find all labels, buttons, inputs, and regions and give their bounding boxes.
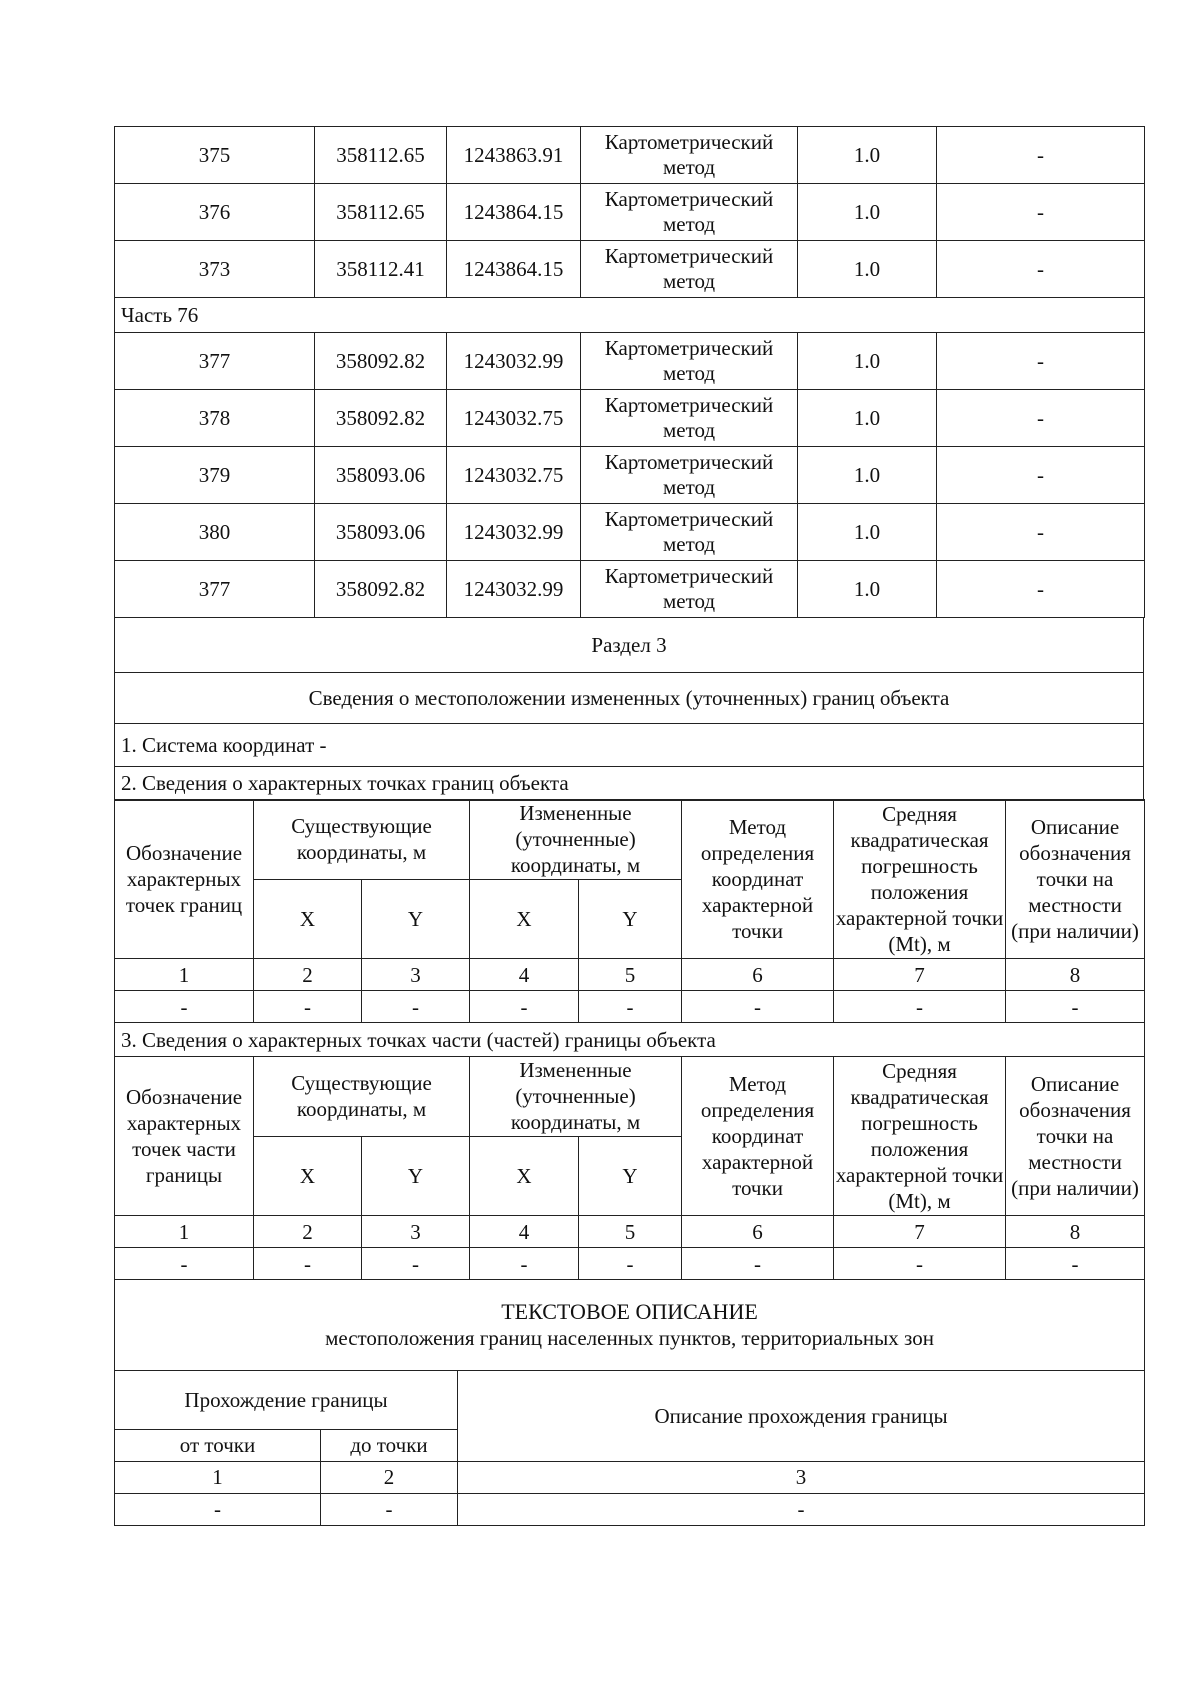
document-page [114,126,1144,1526]
header-y-existing: Y [362,879,470,959]
method: Картометрический метод [581,447,798,504]
section-3-header [114,617,1144,801]
header-designation-part: Обозначение характерных точек части границы [115,1057,254,1216]
header-x-changed: X [470,1136,579,1216]
header-desc: Описание обозначения точки на местности (при наличии) [1006,1057,1145,1216]
desc-header: Описание прохождения границы [458,1370,1145,1461]
description: - [937,127,1145,184]
empty-cell: - [362,991,470,1023]
col-number: 5 [579,959,682,991]
mt-value: 1.0 [798,333,937,390]
point-row [115,504,1145,561]
description: - [937,241,1145,298]
header-desc: Описание обозначения точки на местности (при наличии) [1006,800,1145,959]
coord-y: 1243863.91 [447,127,581,184]
section-subtitle: Сведения о местоположении измененных (уточненных) границ объекта [115,672,1144,723]
text-desc-header [115,1279,1145,1370]
empty-cell: - [1006,991,1145,1023]
col-number: 6 [682,959,834,991]
header-x-existing: X [254,879,362,959]
empty-row [115,1248,1145,1280]
header-existing: Существующие координаты, м [254,1057,470,1137]
col-number: 2 [254,959,362,991]
to-header: до точки [321,1429,458,1461]
method: Картометрический метод [581,390,798,447]
point-row [115,447,1145,504]
empty-cell: - [579,991,682,1023]
pass-header: Прохождение границы [115,1370,458,1429]
coord-y: 1243032.75 [447,447,581,504]
method: Картометрический метод [581,241,798,298]
point-row [115,390,1145,447]
empty-cell: - [834,1248,1006,1280]
mt-value: 1.0 [798,561,937,618]
coord-x: 358112.65 [315,184,447,241]
coord-y: 1243864.15 [447,241,581,298]
description: - [937,390,1145,447]
header-changed: Измененные (уточненные) координаты, м [470,800,682,880]
coord-x: 358092.82 [315,390,447,447]
text-desc-subtitle: местоположения границ населенных пунктов, территориальных зон [325,1325,934,1350]
boundary-points-table [114,799,1145,1280]
coord-y: 1243864.15 [447,184,581,241]
point-id: 373 [115,241,315,298]
col-number: 8 [1006,959,1145,991]
header-changed: Измененные (уточненные) координаты, м [470,1057,682,1137]
header-method: Метод определения координат характерной точки [682,800,834,959]
col-number: 2 [254,1216,362,1248]
header-mt: Средняя квадратическая погрешность положения характерной точки (Mt), м [834,1057,1006,1216]
method: Картометрический метод [581,127,798,184]
coord-x: 358112.65 [315,127,447,184]
coord-x: 358092.82 [315,333,447,390]
coord-x: 358092.82 [315,561,447,618]
empty-cell: - [115,991,254,1023]
col-number: 1 [115,1216,254,1248]
mt-value: 1.0 [798,127,937,184]
empty-row [115,991,1145,1023]
description: - [937,447,1145,504]
text-description-table [114,1279,1145,1526]
mt-value: 1.0 [798,390,937,447]
description: - [937,504,1145,561]
col-number: 1 [115,959,254,991]
method: Картометрический метод [581,333,798,390]
col-number: 7 [834,1216,1006,1248]
empty-cell: - [470,1248,579,1280]
point-row [115,184,1145,241]
col-number: 2 [321,1461,458,1493]
column-numbers-row [115,959,1145,991]
col-number: 4 [470,1216,579,1248]
empty-cell: - [254,1248,362,1280]
col-number: 1 [115,1461,321,1493]
col-number: 5 [579,1216,682,1248]
mt-value: 1.0 [798,184,937,241]
header-x-existing: X [254,1136,362,1216]
point-id: 380 [115,504,315,561]
header-y-existing: Y [362,1136,470,1216]
col-number: 3 [362,1216,470,1248]
point-row [115,241,1145,298]
header-y-changed: Y [579,1136,682,1216]
header-existing: Существующие координаты, м [254,800,470,880]
empty-cell: - [362,1248,470,1280]
col-number: 3 [362,959,470,991]
coord-x: 358093.06 [315,447,447,504]
part-row [115,298,1145,333]
mt-value: 1.0 [798,447,937,504]
coord-x: 358112.41 [315,241,447,298]
sub3-title: 3. Сведения о характерных точках части (частей) границы объекта [115,1023,1145,1057]
header-designation: Обозначение характерных точек границ [115,800,254,959]
header-method: Метод определения координат характерной точки [682,1057,834,1216]
point-id: 377 [115,561,315,618]
col-number: 8 [1006,1216,1145,1248]
coordinates-table [114,126,1145,618]
header-x-changed: X [470,879,579,959]
col-number: 3 [458,1461,1145,1493]
mt-value: 1.0 [798,241,937,298]
part-label: Часть 76 [115,298,1145,333]
description: - [937,184,1145,241]
method: Картометрический метод [581,504,798,561]
empty-cell: - [1006,1248,1145,1280]
column-numbers-row [115,1216,1145,1248]
empty-cell: - [579,1248,682,1280]
mt-value: 1.0 [798,504,937,561]
col-number: 4 [470,959,579,991]
method: Картометрический метод [581,184,798,241]
point-row [115,561,1145,618]
empty-cell: - [458,1493,1145,1525]
empty-cell: - [254,991,362,1023]
empty-cell: - [470,991,579,1023]
coord-y: 1243032.99 [447,561,581,618]
header-y-changed: Y [579,879,682,959]
point-id: 376 [115,184,315,241]
coord-y: 1243032.99 [447,333,581,390]
sub2-title: 2. Сведения о характерных точках границ объекта [115,766,1144,800]
col-number: 7 [834,959,1006,991]
empty-cell: - [682,991,834,1023]
section-title: Раздел 3 [115,617,1144,672]
coord-x: 358093.06 [315,504,447,561]
empty-cell: - [115,1493,321,1525]
header-mt: Средняя квадратическая погрешность положения характерной точки (Mt), м [834,800,1006,959]
empty-cell: - [321,1493,458,1525]
point-row [115,127,1145,184]
method: Картометрический метод [581,561,798,618]
coord-system: 1. Система координат - [115,723,1144,766]
coord-y: 1243032.99 [447,504,581,561]
point-row [115,333,1145,390]
from-header: от точки [115,1429,321,1461]
point-id: 375 [115,127,315,184]
point-id: 378 [115,390,315,447]
empty-cell: - [682,1248,834,1280]
col-number: 6 [682,1216,834,1248]
empty-cell: - [115,1248,254,1280]
point-id: 377 [115,333,315,390]
coord-y: 1243032.75 [447,390,581,447]
description: - [937,333,1145,390]
text-desc-title: ТЕКСТОВОЕ ОПИСАНИЕ [501,1298,758,1324]
description: - [937,561,1145,618]
point-id: 379 [115,447,315,504]
empty-cell: - [834,991,1006,1023]
